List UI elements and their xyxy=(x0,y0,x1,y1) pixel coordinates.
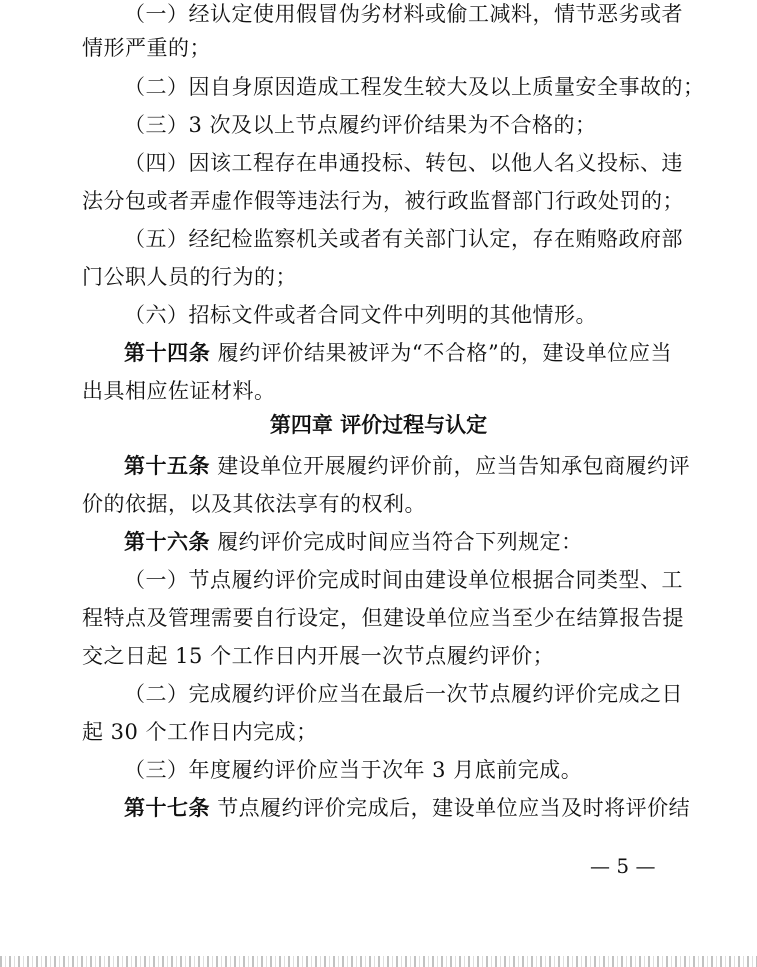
paragraph-line: 出具相应佐证材料。 xyxy=(82,379,276,403)
paragraph-line: （二）完成履约评价应当在最后一次节点履约评价完成之日 xyxy=(124,682,683,706)
article-line: 第十六条 履约评价完成时间应当符合下列规定： xyxy=(124,529,583,554)
paragraph-line: （三）3 次及以上节点履约评价结果为不合格的； xyxy=(124,113,597,137)
article-number: 第十四条 xyxy=(124,340,211,365)
article-line: 第十五条 建设单位开展履约评价前，应当告知承包商履约评 xyxy=(124,453,691,478)
scan-artifact-band xyxy=(0,956,757,967)
paragraph-line: （三）年度履约评价应当于次年 3 月底前完成。 xyxy=(124,758,583,782)
paragraph-line: （四）因该工程存在串通投标、转包、以他人名义投标、违 xyxy=(124,151,683,175)
article-line: 第十七条 节点履约评价完成后，建设单位应当及时将评价结 xyxy=(124,795,691,820)
chapter-heading: 第四章 评价过程与认定 xyxy=(269,412,488,437)
paragraph-line: 情形严重的； xyxy=(82,36,211,60)
article-number: 第十五条 xyxy=(124,453,210,478)
article-number: 第十七条 xyxy=(124,795,210,820)
paragraph-line: 交之日起 15 个工作日内开展一次节点履约评价； xyxy=(82,644,555,668)
paragraph-line: （一）节点履约评价完成时间由建设单位根据合同类型、工 xyxy=(124,568,683,592)
paragraph-line: 程特点及管理需要自行设定，但建设单位应当至少在结算报告提 xyxy=(82,606,684,630)
paragraph-line: 门公职人员的行为的； xyxy=(82,265,297,289)
paragraph-line: 价的依据，以及其依法享有的权利。 xyxy=(82,492,426,516)
article-line: 第十四条 履约评价结果被评为“不合格”的，建设单位应当 xyxy=(124,340,672,365)
paragraph-line: 法分包或者弄虚作假等违法行为，被行政监督部门行政处罚的； xyxy=(82,189,684,213)
page-number: — 5 — xyxy=(590,854,656,878)
article-number: 第十六条 xyxy=(124,529,210,554)
paragraph-line: （六）招标文件或者合同文件中列明的其他情形。 xyxy=(124,303,597,327)
paragraph-line: （一）经认定使用假冒伪劣材料或偷工减料，情节恶劣或者 xyxy=(124,2,683,26)
paragraph-line: 起 30 个工作日内完成； xyxy=(82,720,318,744)
paragraph-line: （二）因自身原因造成工程发生较大及以上质量安全事故的； xyxy=(124,75,705,99)
paragraph-line: （五）经纪检监察机关或者有关部门认定，存在贿赂政府部 xyxy=(124,227,683,251)
